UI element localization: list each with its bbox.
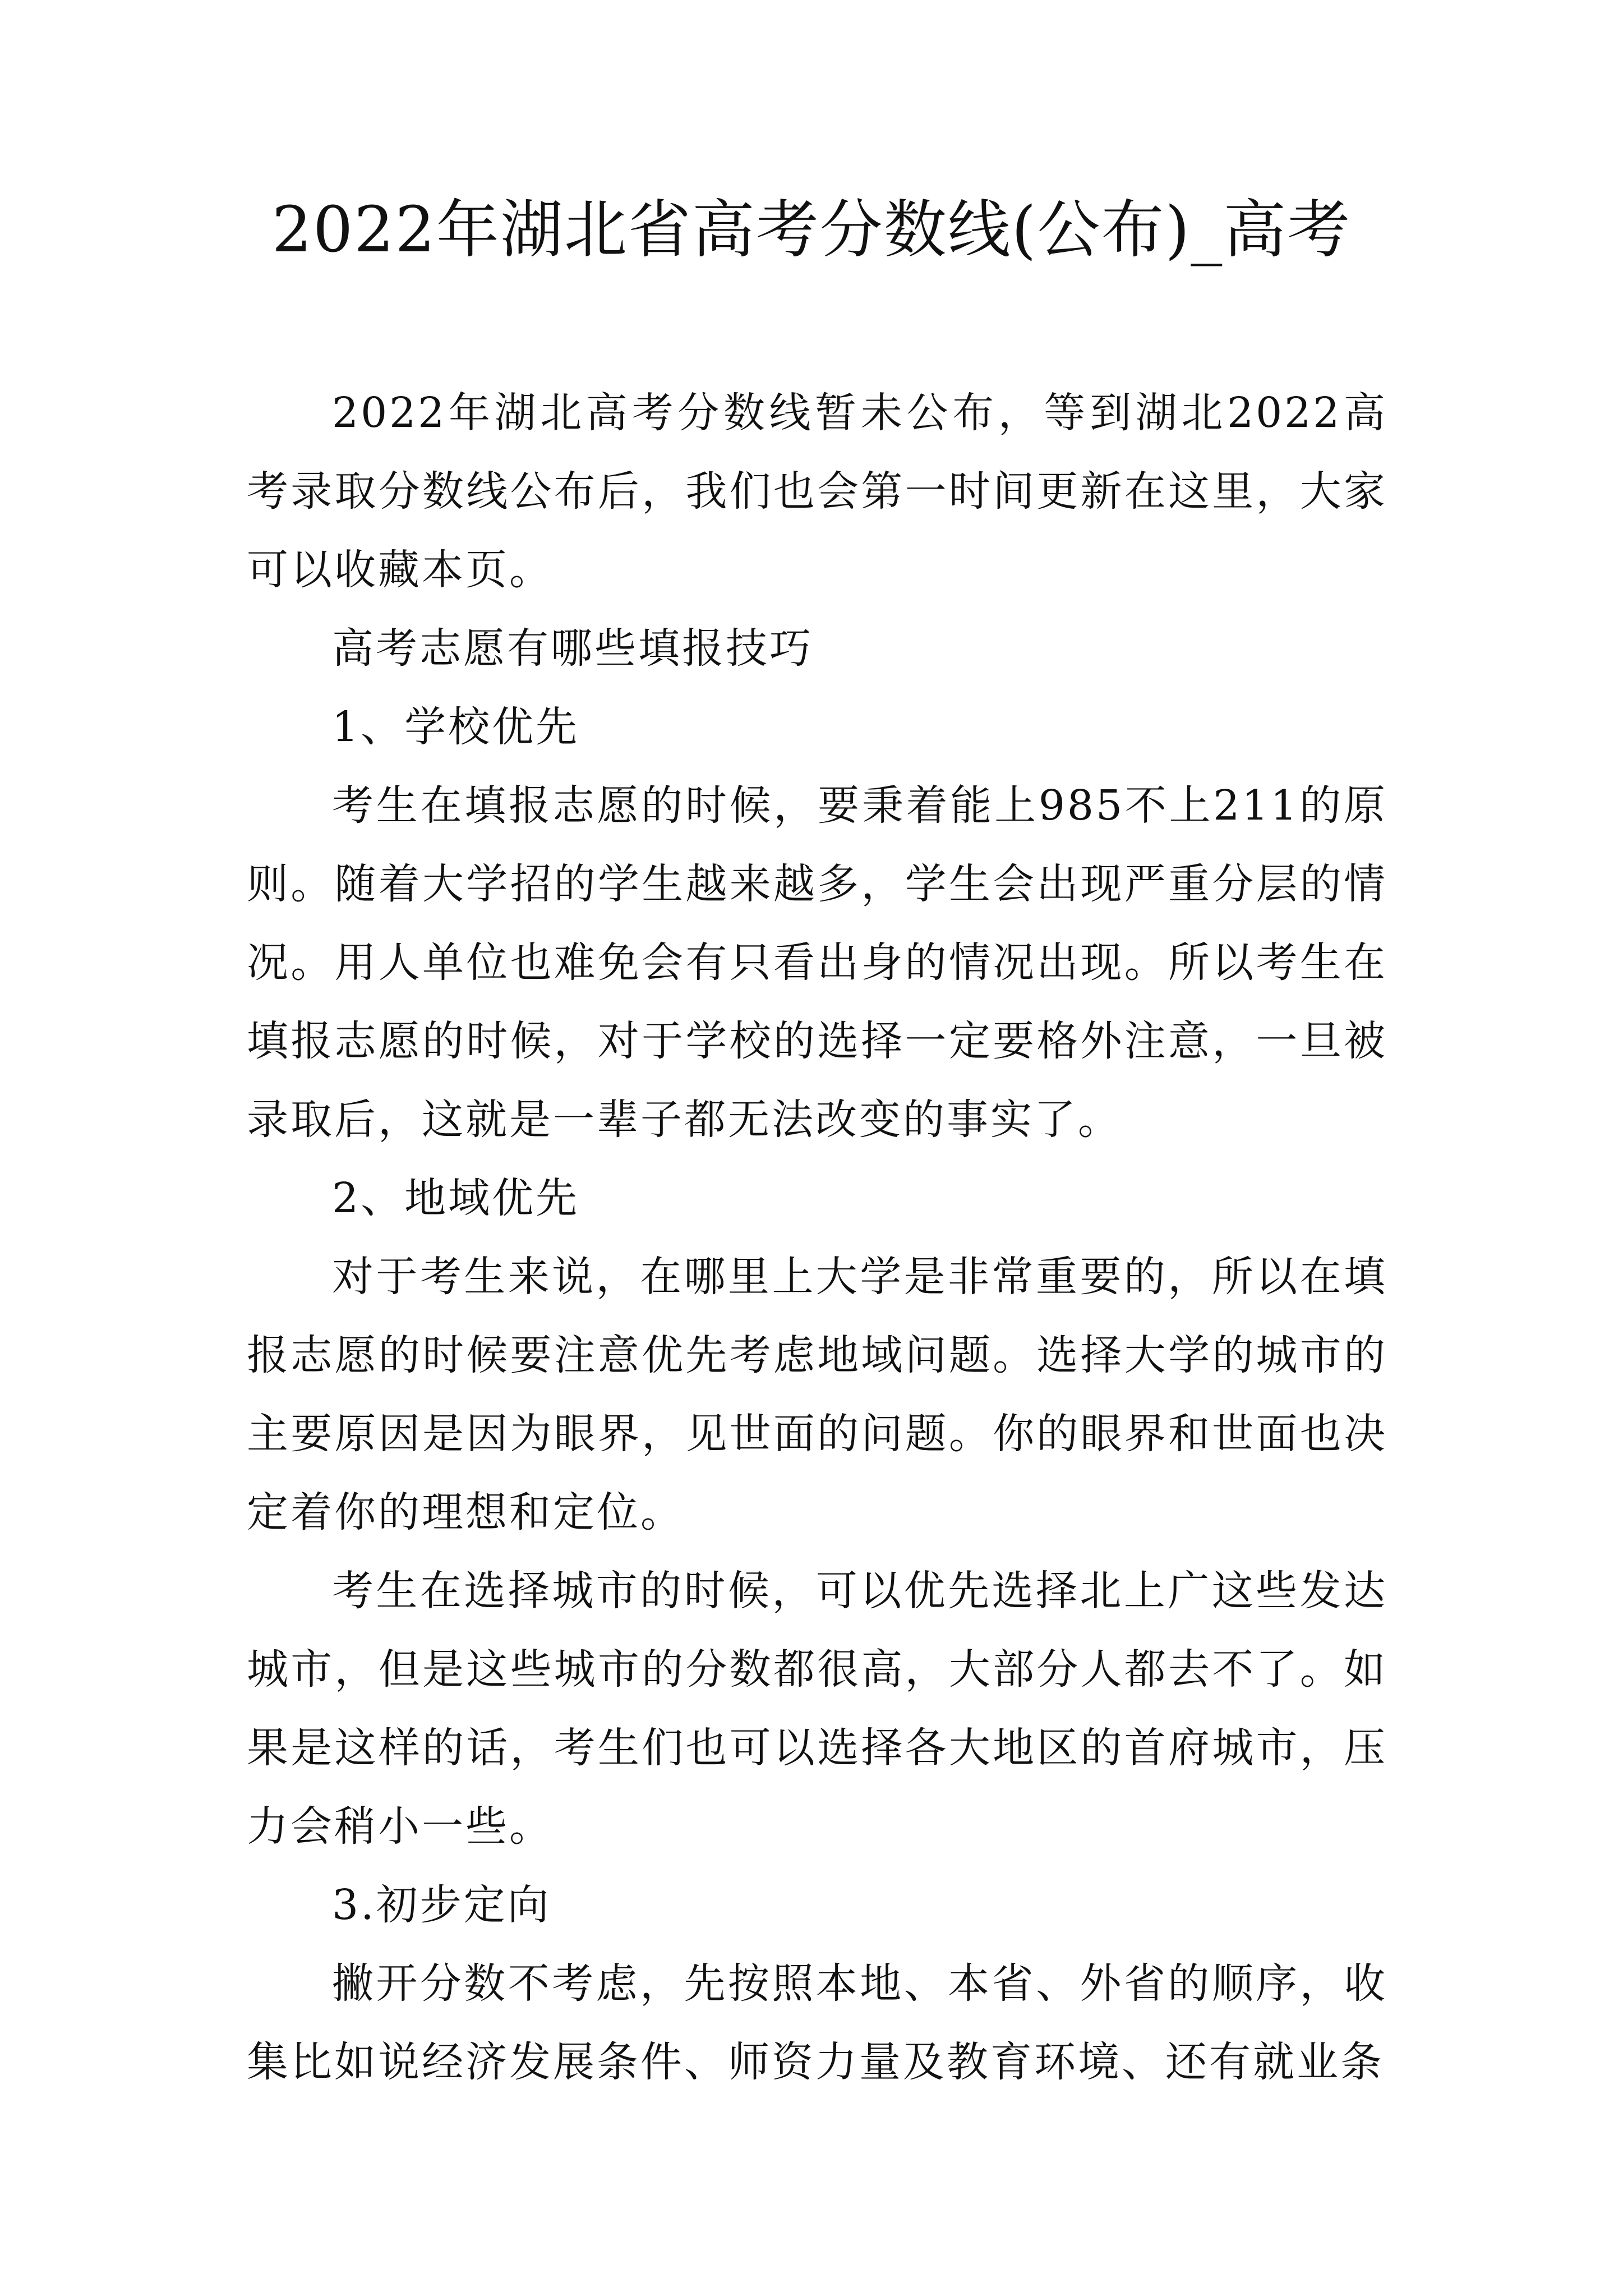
subheading-region-priority: 2、地域优先 [332,1174,580,1222]
subheading-school-priority: 1、学校优先 [332,703,580,751]
document-body [247,374,1387,2101]
paragraph: 对于考生来说，在哪里上大学是非常重要的，所以在填报志愿的时候要注意优先考虑地域问题。选择大学的城市的主要原因是因为眼界，见世面的问题。你的眼界和世面也决定着你的理想和定位。 [247,1253,1387,1536]
section-heading: 高考志愿有哪些填报技巧 [332,624,813,673]
paragraph: 2022年湖北高考分数线暂未公布，等到湖北2022高考录取分数线公布后，我们也会第一时间更新在这里，大家可以收藏本页。 [247,389,1387,594]
document-title: 2022年湖北省高考分数线(公布)_高考 [271,194,1352,266]
paragraph: 撇开分数不考虑，先按照本地、本省、外省的顺序，收集比如说经济发展条件、师资力量及教育环境、还有就业条 [247,1959,1387,2086]
paragraph: 考生在填报志愿的时候，要秉着能上985不上211的原则。随着大学招的学生越来越多，学生会出现严重分层的情况。用人单位也难免会有只看出身的情况出现。所以考生在填报志愿的时候，对于学校的选择一定要格外注意，一旦被录取后，这就是一辈子都无法改变的事实了。 [247,781,1387,1144]
paragraph: 考生在选择城市的时候，可以优先选择北上广这些发达城市，但是这些城市的分数都很高，大部分人都去不了。如果是这样的话，考生们也可以选择各大地区的首府城市，压力会稍小一些。 [247,1567,1387,1851]
subheading-initial-direction: 3.初步定向 [332,1881,551,1929]
